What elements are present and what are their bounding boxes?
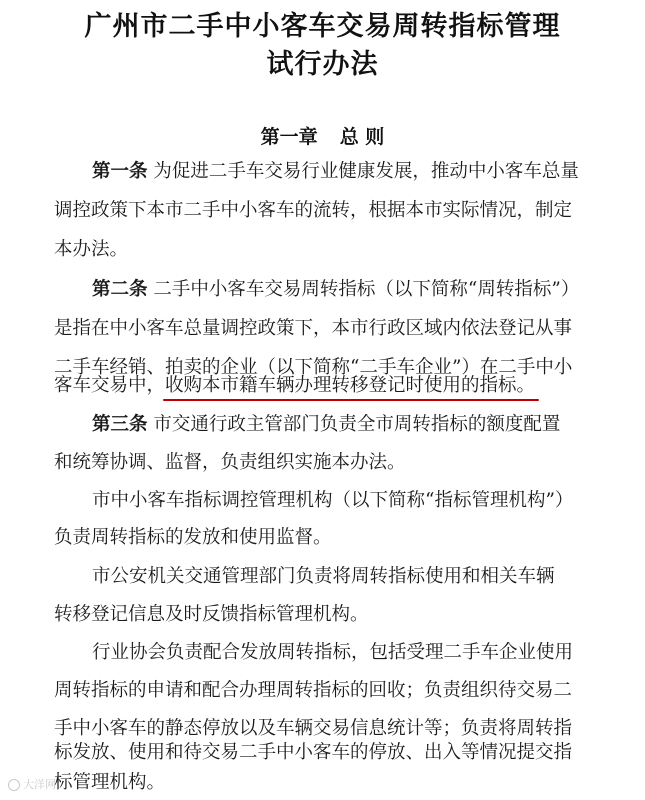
chapter-number: 第一章 — [260, 126, 318, 148]
article-3-para-3-line-2: 转移登记信息及时反馈指标管理机构。 — [54, 604, 369, 625]
article-2-line-2: 是指在中小客车总量调控政策下，本市行政区域内依法登记从事 — [54, 318, 573, 339]
article-3-para-4-line-5: 标管理机构。 — [54, 772, 166, 793]
article-3-label: 第三条 — [92, 414, 148, 435]
article-3-text-1: 市交通行政主管部门负责全市周转指标的额度配置 — [147, 414, 561, 435]
article-1-line-2: 调控政策下本市二手中小客车的流转，根据本市实际情况，制定 — [54, 200, 573, 221]
article-3-para-4-line-3: 手中小客车的静态停放以及车辆交易信息统计等；负责将周转指 — [54, 718, 573, 739]
article-3-para-3-line-1: 市公安机关交通管理部门负责将周转指标使用和相关车辆 — [92, 566, 555, 587]
article-2-label: 第二条 — [92, 279, 148, 300]
chapter-name: 总 则 — [339, 126, 385, 148]
article-2-line-1 — [92, 278, 614, 302]
article-3-line-1 — [92, 413, 614, 437]
article-1-label: 第一条 — [92, 161, 148, 182]
article-2-line-3: 二手车经销、拍卖的企业（以下简称“二手车企业”）在二手中小 — [54, 357, 573, 378]
document-title-line1: 广州市二手中小客车交易周转指标管理 — [84, 11, 561, 42]
article-3-para-2-line-1: 市中小客车指标调控管理机构（以下简称“指标管理机构”） — [92, 490, 574, 511]
article-2-text-1: 二手中小客车交易周转指标（以下简称“周转指标”） — [147, 279, 580, 300]
article-1-text-1: 为促进二手车交易行业健康发展，推动中小客车总量 — [147, 161, 579, 182]
article-3-para-4-line-1: 行业协会负责配合发放周转指标，包括受理二手车企业使用 — [92, 642, 574, 663]
article-3-para-4-line-2: 周转指标的申请和配合办理周转指标的回收；负责组织待交易二 — [54, 680, 573, 701]
article-1-line-1 — [92, 160, 614, 184]
watermark — [8, 776, 56, 792]
article-3-para-2-line-2: 负责周转指标的发放和使用监督。 — [54, 527, 332, 548]
article-1-line-3: 本办法。 — [54, 239, 129, 260]
document-title-line2: 试行办法 — [266, 49, 379, 80]
article-3-para-4-line-4: 标发放、使用和待交易二手中小客车的停放、出入等情况提交指 — [54, 742, 573, 763]
article-2-line-4 — [54, 374, 614, 398]
article-2-text-4: 客车交易中， — [54, 375, 166, 396]
article-3-line-2: 和统筹协调、监督，负责组织实施本办法。 — [54, 452, 406, 473]
circle-logo-icon — [8, 779, 20, 791]
watermark-text: 大洋网 — [23, 778, 56, 791]
chapter-heading — [0, 122, 645, 149]
highlighted-clause: 收购本市籍车辆办理转移登记时使用的指标。 — [165, 375, 536, 396]
